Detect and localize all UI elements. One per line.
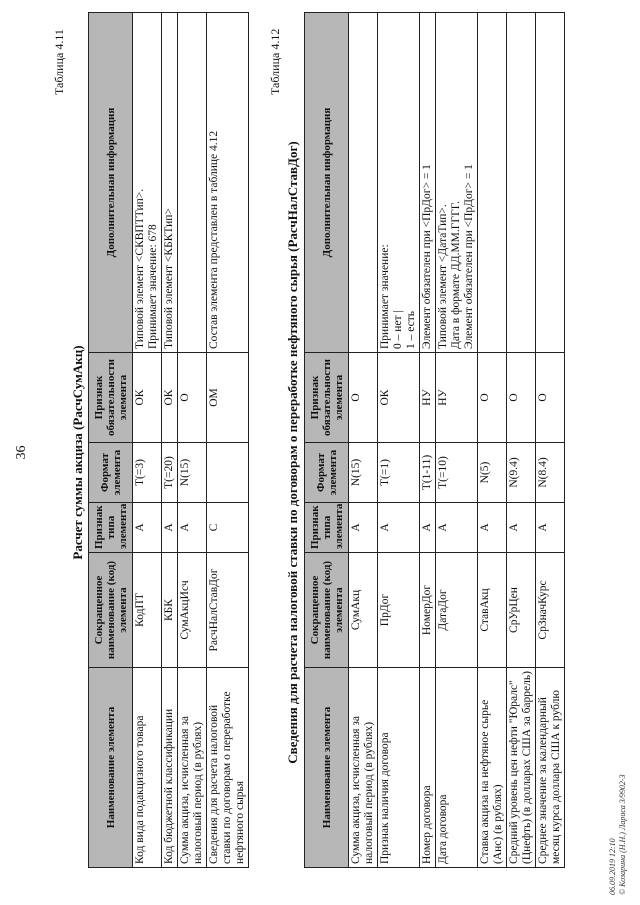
cell-code: КБК [162,553,178,668]
header-name: Наименование элемента [89,668,133,868]
info-line: Принимает значение: 678 [147,224,159,349]
cell-code: СрУрЦен [507,553,536,668]
header-required: Признак обязательности элемента [305,353,349,443]
cell-info [378,13,420,353]
cell-required: ОК [162,353,178,443]
page-number: 36 [14,445,29,460]
cell-required: НУ [436,353,478,443]
cell-type: А [478,503,507,553]
cell-required: ОК [133,353,162,443]
table-row [162,13,178,868]
cell-name: Номер договора [420,668,436,868]
cell-type: А [349,503,378,553]
cell-type: А [178,503,207,553]
header-info: Дополнительная информация [89,13,133,353]
cell-type: С [207,503,249,553]
info-line: Типовой элемент <СКВПТТип>. [134,188,146,349]
cell-required: О [478,353,507,443]
info-line: Состав элемента представлен в таблице 4.12 [208,130,220,349]
cell-info [207,13,249,353]
info-line: Элемент обязателен при <ПрДог> = 1 [463,164,475,349]
footer-date: 06.09.2019 12:10 [608,838,617,895]
cell-code: СумАкцИсч [178,553,207,668]
cell-format: T(=10) [436,443,478,503]
info-line: Дата в формате ДД.ММ.ГГГГ. [450,201,462,349]
cell-info [536,13,565,353]
cell-format: N(15) [178,443,207,503]
table-row [536,13,565,868]
cell-type: А [162,503,178,553]
cell-name: Сумма акциза, исчисленная за налоговый период (в рублях) [178,668,207,868]
header-name: Наименование элемента [305,668,349,868]
cell-format: T(=1) [378,443,420,503]
cell-name: Дата договора [436,668,478,868]
cell-code: РасчНалСтавДог [207,553,249,668]
cell-info [478,13,507,353]
cell-format [207,443,249,503]
cell-type: А [536,503,565,553]
cell-required: О [536,353,565,443]
cell-format: T(=20) [162,443,178,503]
header-required: Признак обязательности элемента [89,353,133,443]
cell-type: А [420,503,436,553]
cell-format: N(9.4) [507,443,536,503]
table-4-12-title: Сведения для расчета налоговой ставки по договорам о переработке нефтяного сырья (РасчНалСтавДог) [285,141,300,764]
cell-required: О [507,353,536,443]
table-4-11-title: Расчет суммы акциза (РасчСумАкц) [70,345,85,560]
info-line: 0 – нет | [392,310,404,349]
cell-name: Признак наличия договора [378,668,420,868]
header-info: Дополнительная информация [305,13,349,353]
cell-required: ОК [378,353,420,443]
table-row [478,13,507,868]
info-line: Типовой элемент <ДатаТип>. [437,204,449,349]
cell-code: КодПТ [133,553,162,668]
cell-name: Сведения для расчета налоговой ставки по договорам о переработке нефтяного сырья [207,668,249,868]
table-4-12-number: Таблица 4.12 [268,28,282,95]
cell-name: Код бюджетной классификации [162,668,178,868]
cell-required: НУ [420,353,436,443]
table-4-11-number: Таблица 4.11 [52,29,66,95]
cell-format: T(1-11) [420,443,436,503]
cell-code: ДатаДог [436,553,478,668]
table-header-row [89,13,133,868]
header-format: Формат элемента [89,443,133,503]
header-code: Сокращенное наименование (код) элемента [305,553,349,668]
info-line: Элемент обязателен при <ПрДог> = 1 [421,164,433,349]
header-type: Признак типа элемента [305,503,349,553]
cell-info [507,13,536,353]
cell-info [133,13,162,353]
footer-author: © Козарина (Н.Н.) Лариса 3/9902-3 [618,774,627,895]
table-row [178,13,207,868]
table-header-row [305,13,349,868]
cell-required: О [349,353,378,443]
cell-name: Средний уровень цен нефти "Юралс" (Цнефть) (в долларах США за баррель) [507,668,536,868]
table-row [349,13,378,868]
cell-type: А [436,503,478,553]
cell-code: ПрДог [378,553,420,668]
table-row [378,13,420,868]
cell-code: СтавАкц [478,553,507,668]
header-code: Сокращенное наименование (код) элемента [89,553,133,668]
cell-required: ОМ [207,353,249,443]
table-row [436,13,478,868]
table-row [420,13,436,868]
cell-info [420,13,436,353]
cell-code: НомерДог [420,553,436,668]
cell-format: N(15) [349,443,378,503]
cell-name: Сумма акциза, исчисленная за налоговый период (в рублях) [349,668,378,868]
cell-name: Среднее значение за календарный месяц курса доллара США к рублю [536,668,565,868]
table-row [507,13,536,868]
info-line: Типовой элемент <КБКТип> [163,208,175,349]
cell-format: N(5) [478,443,507,503]
cell-format: N(8.4) [536,443,565,503]
cell-format: T(=3) [133,443,162,503]
cell-info [162,13,178,353]
cell-name: Код вида подакцизного товара [133,668,162,868]
table-4-11 [88,12,249,868]
cell-code: СрЗначКурс [536,553,565,668]
cell-type: А [507,503,536,553]
header-type: Признак типа элемента [89,503,133,553]
cell-type: А [378,503,420,553]
cell-type: А [133,503,162,553]
header-format: Формат элемента [305,443,349,503]
table-4-12 [304,12,565,868]
cell-code: СумАкц [349,553,378,668]
info-line: Принимает значение: [379,244,391,349]
table-row [133,13,162,868]
table-row [207,13,249,868]
cell-info [349,13,378,353]
cell-name: Ставка акциза на нефтяное сырье (Анс) (в рублях) [478,668,507,868]
footer-stamp [608,774,628,895]
info-line: 1 – есть [405,310,417,349]
cell-required: О [178,353,207,443]
cell-info [178,13,207,353]
cell-info [436,13,478,353]
